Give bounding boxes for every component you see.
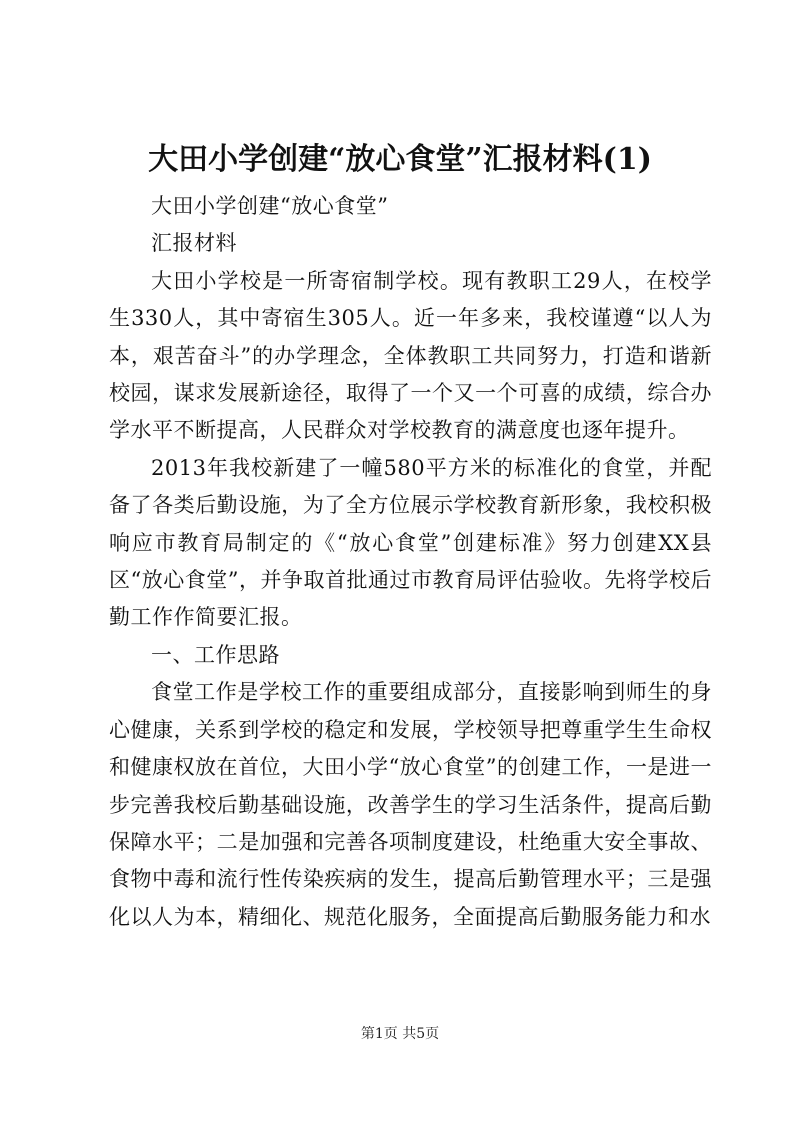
paragraph: 2013年我校新建了一幢580平方米的标准化的食堂，并配备了各类后勤设施，为了全方位展示学校教育新形象，我校积极响应市教育局制定的《“放心食堂”创建标准》努力创建XX县区“放心食堂”，并争取首批通过市教育局评估验收。先将学校后勤工作作简要汇报。 (109, 455, 712, 630)
section-heading: 一、工作思路 (151, 642, 280, 667)
paragraph: 食堂工作是学校工作的重要组成部分，直接影响到师生的身心健康，关系到学校的稳定和发展，学校领导把尊重学生生命权和健康权放在首位，大田小学“放心食堂”的创建工作，一是进一步完善我校后勤基础设施，改善学生的学习生活条件，提高后勤保障水平；二是加强和完善各项制度建设，杜绝重大安全事故、食物中毒和流行性传染疾病的发生，提高后勤管理水平；三是强化以人为本，精细化、规范化服务，全面提高后勤服务能力和水 (109, 680, 712, 929)
document-title: 大田小学创建“放心食堂”汇报材料(1) (148, 142, 652, 177)
paragraph: 大田小学校是一所寄宿制学校。现有教职工29人，在校学生330人，其中寄宿生305人。近一年多来，我校谨遵“以人为本，艰苦奋斗”的办学理念，全体教职工共同努力，打造和谐新校园，谋求发展新途径，取得了一个又一个可喜的成绩，综合办学水平不断提高，人民群众对学校教育的满意度也逐年提升。 (109, 268, 712, 443)
page-number-footer: 第1页 共5页 (360, 1026, 440, 1042)
document-body (109, 188, 712, 936)
paragraph: 汇报材料 (151, 231, 237, 256)
paragraph: 大田小学创建“放心食堂” (151, 194, 389, 218)
